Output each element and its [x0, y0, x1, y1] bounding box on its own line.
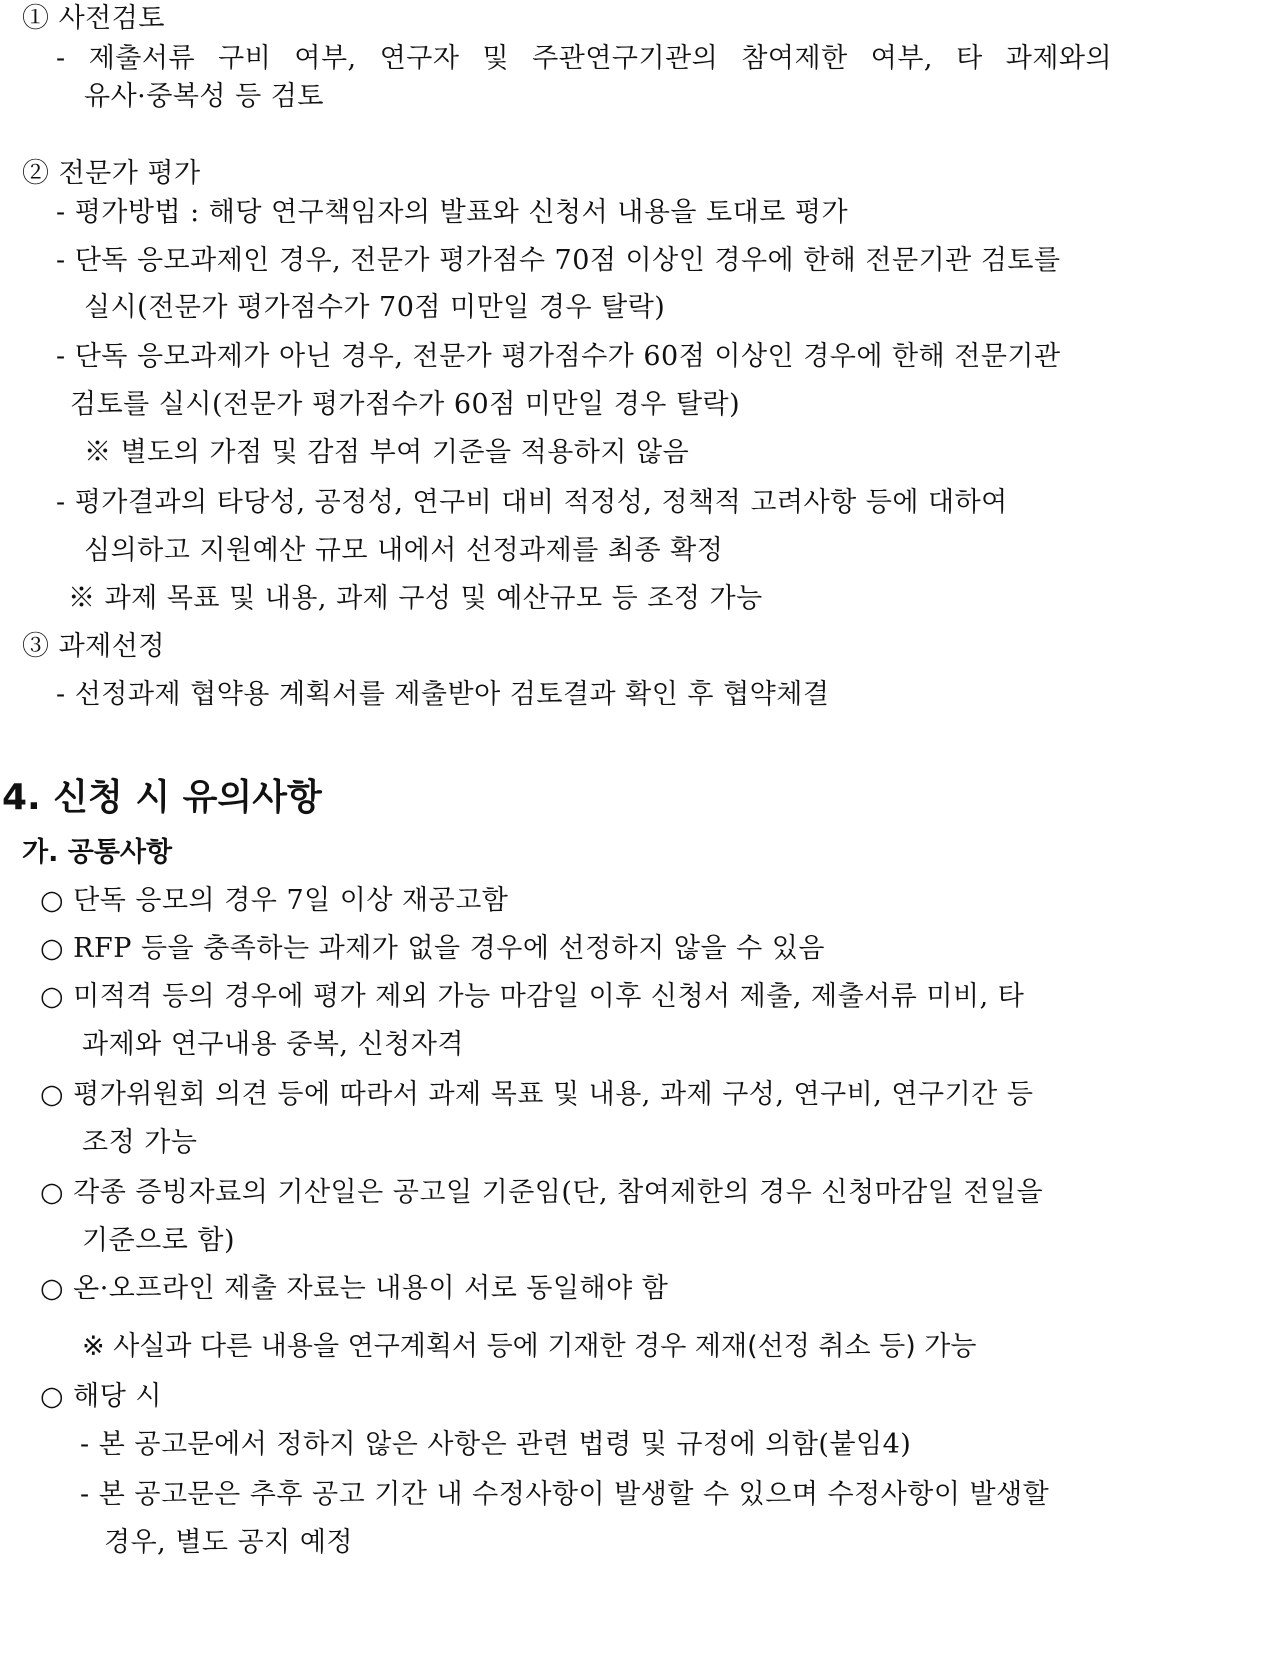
step2-item-multi: - 단독 응모과제가 아닌 경우, 전문가 평가점수가 60점 이상인 경우에 한해 전문기관: [56, 341, 1061, 372]
step3-item-1: - 선정과제 협약용 계획서를 제출받아 검토결과 확인 후 협약체결: [56, 679, 830, 710]
notice-subitem-cont: 경우, 별도 공지 예정: [104, 1527, 353, 1558]
step1-title: ① 사전검토: [22, 3, 165, 34]
notice-item-cont: 조정 가능: [82, 1127, 198, 1158]
notice-subitem: - 본 공고문은 추후 공고 기간 내 수정사항이 발생할 수 있으며 수정사항이 발생할: [80, 1479, 1050, 1510]
step2-item-single: - 단독 응모과제인 경우, 전문가 평가점수 70점 이상인 경우에 한해 전문기관 검토를: [56, 245, 1061, 276]
section4-subheading: 가. 공통사항: [22, 837, 173, 868]
step2-item-single-cont: 실시(전문가 평가점수가 70점 미만일 경우 탈락): [84, 292, 666, 323]
notice-item-cont: 기준으로 함): [82, 1225, 236, 1256]
step2-item-review: - 평가결과의 타당성, 공정성, 연구비 대비 적정성, 정책적 고려사항 등에 대하여: [56, 487, 1008, 518]
step2-item-review-cont: 심의하고 지원예산 규모 내에서 선정과제를 최종 확정: [84, 535, 724, 566]
section4-heading: 4. 신청 시 유의사항: [2, 777, 322, 818]
step2-item-multi-cont: 검토를 실시(전문가 평가점수가 60점 미만일 경우 탈락): [70, 389, 741, 420]
step2-title: ② 전문가 평가: [22, 158, 201, 189]
notice-item: ○ 단독 응모의 경우 7일 이상 재공고함: [40, 885, 509, 916]
notice-item: ○ 해당 시: [40, 1381, 162, 1412]
step2-note-adjust: ※ 과제 목표 및 내용, 과제 구성 및 예산규모 등 조정 가능: [68, 583, 763, 614]
notice-item: ○ RFP 등을 충족하는 과제가 없을 경우에 선정하지 않을 수 있음: [40, 933, 825, 964]
step1-item-1: - 제출서류 구비 여부, 연구자 및 주관연구기관의 참여제한 여부, 타 과제와의: [56, 43, 1113, 74]
notice-item: ○ 온·오프라인 제출 자료는 내용이 서로 동일해야 함: [40, 1273, 669, 1304]
step1-item-1-cont: 유사·중복성 등 검토: [84, 81, 324, 112]
step3-title: ③ 과제선정: [22, 631, 165, 662]
notice-item: ○ 평가위원회 의견 등에 따라서 과제 목표 및 내용, 과제 구성, 연구비, 연구기간 등: [40, 1079, 1034, 1110]
notice-item: ○ 미적격 등의 경우에 평가 제외 가능 마감일 이후 신청서 제출, 제출서류 미비, 타: [40, 981, 1025, 1012]
notice-subitem: - 본 공고문에서 정하지 않은 사항은 관련 법령 및 규정에 의함(붙임4): [80, 1429, 912, 1460]
notice-item-cont: 과제와 연구내용 중복, 신청자격: [82, 1029, 464, 1060]
step2-note-points: ※ 별도의 가점 및 감점 부여 기준을 적용하지 않음: [84, 437, 690, 468]
notice-item: ○ 각종 증빙자료의 기산일은 공고일 기준임(단, 참여제한의 경우 신청마감일 전일을: [40, 1177, 1044, 1208]
notice-note: ※ 사실과 다른 내용을 연구계획서 등에 기재한 경우 제재(선정 취소 등) 가능: [82, 1331, 977, 1362]
step2-item-method: - 평가방법 : 해당 연구책임자의 발표와 신청서 내용을 토대로 평가: [56, 197, 849, 228]
